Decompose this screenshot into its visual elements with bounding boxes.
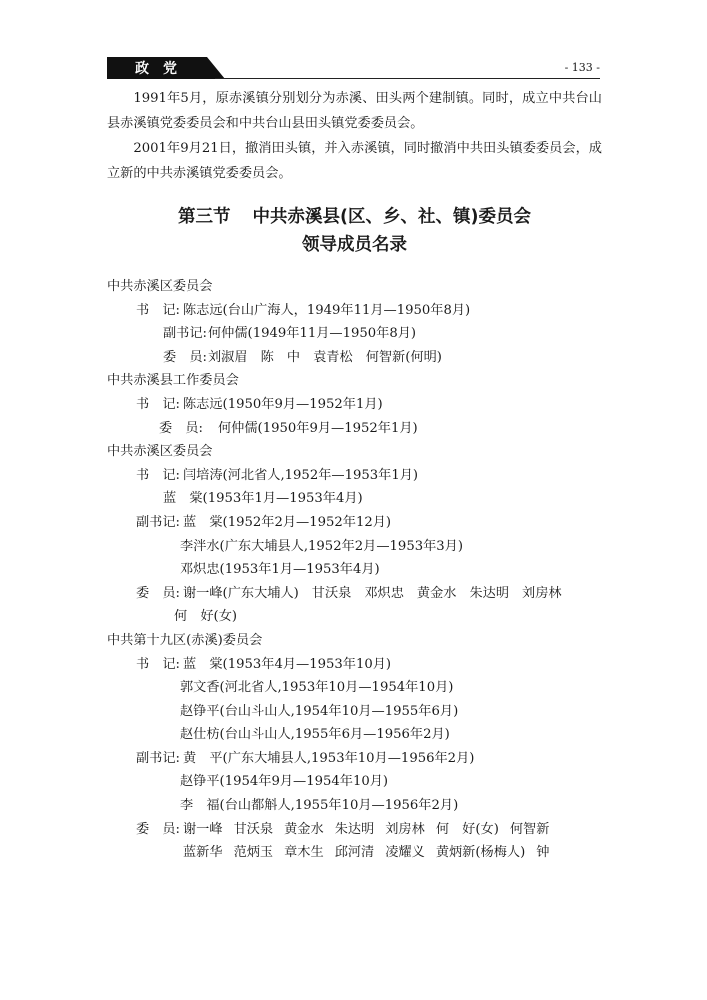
member-list xyxy=(208,346,455,370)
roster-row xyxy=(107,346,607,370)
committee-name: 中共赤溪县工作委员会 xyxy=(107,373,239,389)
section-subtitle: 领导成员名录 xyxy=(302,235,407,255)
committee-name: 中共赤溪区委员会 xyxy=(107,444,213,460)
person-entry: 凌耀义 xyxy=(385,845,425,861)
header-rule xyxy=(215,78,600,79)
section-heading xyxy=(107,203,602,259)
role-label: 书 记: xyxy=(136,467,181,483)
roster-row xyxy=(107,535,607,559)
role-label: 书 记: xyxy=(136,656,181,672)
intro-text xyxy=(107,87,602,186)
person-entry: 邱河清 xyxy=(334,845,375,861)
person-entry: 黄 平(广东大埔县人,1953年10月—1956年2月) xyxy=(183,750,475,766)
person-entry: 章木生 xyxy=(284,845,324,861)
roster-row xyxy=(107,393,607,417)
roster-row xyxy=(107,511,607,535)
person-entry: 黄金水 xyxy=(284,821,324,837)
roster-row xyxy=(107,582,607,606)
roster xyxy=(107,275,607,865)
person-entry: 何仲儒(1950年9月—1952年1月) xyxy=(218,420,418,436)
person-entry: 钟 xyxy=(536,845,550,861)
person-entry: 李 福(台山都斛人,1955年10月—1956年2月) xyxy=(180,798,459,814)
roster-row xyxy=(107,747,607,771)
person-entry: 郭文香(河北省人,1953年10月—1954年10月) xyxy=(180,680,454,696)
committee-name: 中共第十九区(赤溪)委员会 xyxy=(107,632,263,648)
role-label: 委 员: xyxy=(163,349,208,365)
role-label: 副书记: xyxy=(163,326,208,342)
intro-paragraph: 1991年5月，原赤溪镇分别划分为赤溪、田头两个建制镇。同时，成立中共台山县赤溪镇党委委员会和中共台山县田头镇党委委员会。 xyxy=(107,91,602,131)
person-entry: 刘房林 xyxy=(385,821,425,837)
intro-paragraph: 2001年9月21日，撤消田头镇，并入赤溪镇，同时撤消中共田头镇委委员会，成立新的中共赤溪镇党委委员会。 xyxy=(107,141,602,181)
roster-row xyxy=(107,700,607,724)
section-number: 第三节 xyxy=(178,207,231,227)
person-entry: 李泮水(广东大埔县人,1952年2月—1953年3月) xyxy=(180,538,464,554)
person-entry: 谢一峰(广东大埔人) xyxy=(183,585,299,601)
section-tab xyxy=(107,57,225,79)
person-entry: 朱达明 xyxy=(334,821,375,837)
person-entry: 邓炽忠 xyxy=(364,585,404,601)
committee-name: 中共赤溪区委员会 xyxy=(107,279,213,294)
roster-row xyxy=(107,653,607,677)
person-entry: 何智新 xyxy=(509,821,550,837)
roster-row xyxy=(107,723,607,747)
page-number: - 133 - xyxy=(564,61,600,74)
role-label: 书 记: xyxy=(136,396,181,412)
role-label: 委 员: xyxy=(159,420,204,436)
person-entry: 闫培涛(河北省人,1952年—1953年1月) xyxy=(183,467,419,483)
role-label: 书 记: xyxy=(136,302,181,318)
roster-row xyxy=(107,487,607,511)
roster-row xyxy=(107,841,607,865)
person-entry: 何 好(女) xyxy=(174,609,238,625)
person-entry: 范炳玉 xyxy=(233,845,274,861)
role-label: 副书记: xyxy=(136,750,181,766)
person-entry: 刘房林 xyxy=(522,585,562,601)
person-entry: 赵铮平(台山斗山人,1954年10月—1955年6月) xyxy=(180,703,459,719)
role-label: 委 员: xyxy=(136,585,181,601)
person-entry: 蓝 棠(1952年2月—1952年12月) xyxy=(183,514,392,530)
person-entry: 陈志远(台山广海人，1949年11月—1950年8月) xyxy=(183,302,471,318)
person-entry: 何智新(何明) xyxy=(365,349,442,365)
person-entry: 蓝新华 xyxy=(183,845,223,861)
person-entry: 蓝 棠(1953年1月—1953年4月) xyxy=(163,491,363,507)
person-entry: 朱达明 xyxy=(469,585,510,601)
roster-row xyxy=(107,794,607,818)
member-list xyxy=(183,582,575,606)
roster-row xyxy=(107,770,607,794)
roster-row xyxy=(107,322,607,346)
roster-row xyxy=(107,818,607,842)
person-entry: 赵铮平(1954年9月—1954年10月) xyxy=(180,774,389,790)
roster-row xyxy=(107,676,607,700)
person-entry: 蓝 棠(1953年4月—1953年10月) xyxy=(183,656,392,672)
roster-row xyxy=(107,464,607,488)
person-entry: 陈 中 xyxy=(260,349,301,365)
roster-row xyxy=(107,605,607,629)
member-list xyxy=(183,818,549,842)
running-header xyxy=(107,57,600,79)
person-entry: 陈志远(1950年9月—1952年1月) xyxy=(183,396,383,412)
person-entry: 何 好(女) xyxy=(435,821,499,837)
person-entry: 袁青松 xyxy=(313,349,353,365)
role-label: 副书记: xyxy=(136,514,181,530)
person-entry: 何仲儒(1949年11月—1950年8月) xyxy=(208,326,417,342)
person-entry: 黄炳新(杨梅人) xyxy=(435,845,526,861)
person-entry: 甘沃泉 xyxy=(233,821,274,837)
roster-row xyxy=(107,558,607,582)
section-heading-line1 xyxy=(107,203,602,231)
member-list xyxy=(183,841,549,865)
person-entry: 赵仕枋(台山斗山人,1955年6月—1956年2月) xyxy=(180,727,450,743)
section-tab-label: 政党 xyxy=(135,61,191,77)
person-entry: 黄金水 xyxy=(416,585,457,601)
roster-row xyxy=(107,299,607,323)
person-entry: 甘沃泉 xyxy=(311,585,352,601)
role-label: 委 员: xyxy=(136,821,181,837)
person-entry: 刘淑眉 xyxy=(208,349,248,365)
roster-row xyxy=(107,417,607,441)
person-entry: 谢一峰 xyxy=(183,821,223,837)
person-entry: 邓炽忠(1953年1月—1953年4月) xyxy=(180,562,380,578)
section-title: 中共赤溪县(区、乡、社、镇)委员会 xyxy=(252,207,531,227)
